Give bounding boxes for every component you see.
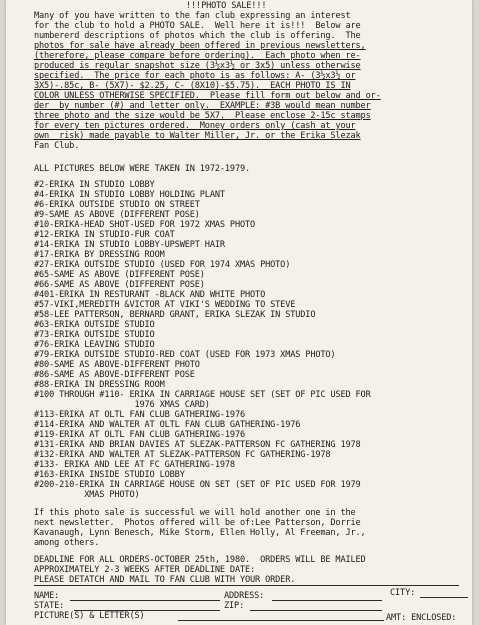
list-item: #76-ERIKA LEAVING STUDIO: [34, 340, 155, 350]
intro-line: specified. The price for each photo is as follows: A- (3½x3½ or: [34, 71, 356, 81]
address-label: ADDRESS:: [224, 591, 265, 601]
city-label: CITY:: [390, 588, 416, 598]
list-item: #163-ERIKA INSIDE STUDIO LOBBY: [34, 470, 185, 480]
list-item: #113-ERIKA AT OLTL FAN CLUB GATHERING-1976: [34, 410, 246, 420]
list-item: #79-ERIKA OUTSIDE STUDIO-RED COAT (USED FOR 1973 XMAS PHOTO): [34, 350, 336, 360]
list-item: #4-ERIKA IN STUDIO LOBBY HOLDING PLANT: [34, 190, 225, 200]
city-field[interactable]: [420, 597, 468, 598]
state-label: STATE:: [34, 601, 65, 611]
list-item: #73-ERIKA OUTSIDE STUDIO: [34, 330, 155, 340]
intro-line: numbererd descriptions of photos which the club is offering. The: [34, 31, 361, 41]
list-item: #65-SAME AS ABOVE (DIFFERENT POSE): [34, 270, 205, 280]
list-item: #132-ERIKA AND WALTER AT SLEZAK-PATTERSON FC GATHERING-1978: [34, 450, 331, 460]
photo-sale-title: !!!PHOTO SALE!!!: [186, 1, 267, 11]
list-item: #63-ERIKA OUTSIDE STUDIO: [34, 320, 155, 330]
list-item: #14-ERIKA IN STUDIO LOBBY-UPSWEPT HAIR: [34, 240, 225, 250]
list-item: #114-ERIKA AND WALTER AT OLTL FAN CLUB GATHERING-1976: [34, 420, 301, 430]
intro-line: Many of you have written to the fan club expressing an interest: [34, 11, 351, 21]
list-item: #57-VIKI,MEREDITH &VICTOR AT VIKI'S WEDDING TO STEVE: [34, 300, 296, 310]
list-item: #9-SAME AS ABOVE (DIFFERENT POSE): [34, 210, 200, 220]
list-item: #58-LEE PATTERSON, BERNARD GRANT, ERIKA SLEZAK IN STUDIO: [34, 310, 316, 320]
intro-line: for every ten pictures ordered. Money orders only (cash at your: [34, 121, 356, 131]
amount-label: AMT: ENCLOSED:: [386, 613, 457, 623]
detach-instruction: PLEASE DETATCH AND MAIL TO FAN CLUB WITH YOUR ORDER.: [34, 575, 296, 585]
intro-line: own risk) made payable to Walter Miller, Jr. or the Erika Slezak: [34, 131, 361, 141]
closing-line: Kavanaugh, Lynn Benesch, Mike Storm, Ellen Holly, Al Freeman, Jr.,: [34, 528, 366, 538]
intro-line: 3X5)-.85c, B- (5X7)- $2.25, C- (8X10)-$5.75). EACH PHOTO IS IN: [34, 81, 351, 91]
intro-line: produced is regular snapshot size (3½x3½ or 3x5) unless otherwise: [34, 61, 361, 71]
list-item: #119-ERIKA AT OLTL FAN CLUB GATHERING-1976: [34, 430, 246, 440]
list-item: #200-210-ERIKA IN CARRIAGE HOUSE ON SET (SET OF PIC USED FOR 1979: [34, 480, 361, 490]
intro-line: three photo and the size would be 5X7. Please enclose 2-15c stamps: [34, 111, 371, 121]
list-item: #88-ERIKA IN DRESSING ROOM: [34, 380, 165, 390]
intro-line: COLOR UNLESS OTHERWISE SPECIFIED. Please fill form out below and or-: [34, 91, 381, 101]
closing-line: among others.: [34, 538, 100, 548]
intro-line: photos for sale have already been offered in previous newsletters,: [34, 41, 366, 51]
name-label: NAME:: [34, 591, 60, 601]
intro-line: for the club to hold a PHOTO SALE. Well here it is!!! Below are: [34, 21, 361, 31]
pictures-field[interactable]: [178, 620, 384, 621]
list-item: #10-ERIKA-HEAD SHOT-USED FOR 1972 XMAS PHOTO: [34, 220, 256, 230]
deadline-line: APPROXIMATELY 2-3 WEEKS AFTER DEADLINE DATE:: [34, 565, 256, 575]
detach-line: [34, 585, 459, 586]
list-item: #86-SAME AS ABOVE-DIFFERENT POSE: [34, 370, 195, 380]
pictures-label: PICTURE(S) & LETTER(S): [34, 611, 145, 621]
newsletter-page: [6, 0, 472, 625]
list-item: #6-ERIKA OUTSIDE STUDIO ON STREET: [34, 200, 200, 210]
list-item: #401-ERIKA IN RESTURANT -BLACK AND WHITE PHOTO: [34, 290, 266, 300]
section-header: ALL PICTURES BELOW WERE TAKEN IN 1972-1979.: [34, 164, 251, 174]
closing-line: next newsletter. Photos offered will be of:Lee Patterson, Dorrie: [34, 518, 361, 528]
list-item: #80-SAME AS ABOVE-DIFFERENT PHOTO: [34, 360, 200, 370]
zip-field[interactable]: [250, 610, 382, 611]
list-item: 1976 XMAS CARD): [34, 400, 210, 410]
deadline-line: DEADLINE FOR ALL ORDERS-OCTOBER 25th, 1980. ORDERS WILL BE MAILED: [34, 555, 366, 565]
list-item: #12-ERIKA IN STUDIO-FUR COAT: [34, 230, 175, 240]
intro-line: (therefore, please compare before ordering). Each photo when re-: [34, 51, 361, 61]
closing-line: If this photo sale is successful we will hold another one in the: [34, 508, 356, 518]
list-item: #2-ERIKA IN STUDIO LOBBY: [34, 180, 155, 190]
intro-line: Fan Club.: [34, 141, 80, 151]
list-item: #17-ERIKA BY DRESSING ROOM: [34, 250, 165, 260]
list-item: #131-ERIKA AND BRIAN DAVIES AT SLEZAK-PATTERSON FC GATHERING 1978: [34, 440, 361, 450]
intro-line: der by number (#) and letter only. EXAMPLE: #3B would mean number: [34, 101, 371, 111]
list-item: XMAS PHOTO): [34, 490, 140, 500]
zip-label: ZIP:: [224, 601, 245, 611]
list-item: #66-SAME AS ABOVE (DIFFERENT POSE): [34, 280, 205, 290]
list-item: #100 THROUGH #110- ERIKA IN CARRIAGE HOUSE SET (SET OF PIC USED FOR: [34, 390, 371, 400]
address-field[interactable]: [272, 600, 382, 601]
list-item: #133- ERIKA AND LEE AT FC GATHERING-1978: [34, 460, 235, 470]
name-field[interactable]: [70, 600, 220, 601]
list-item: #27-ERIKA OUTSIDE STUDIO (USED FOR 1974 XMAS PHOTO): [34, 260, 291, 270]
